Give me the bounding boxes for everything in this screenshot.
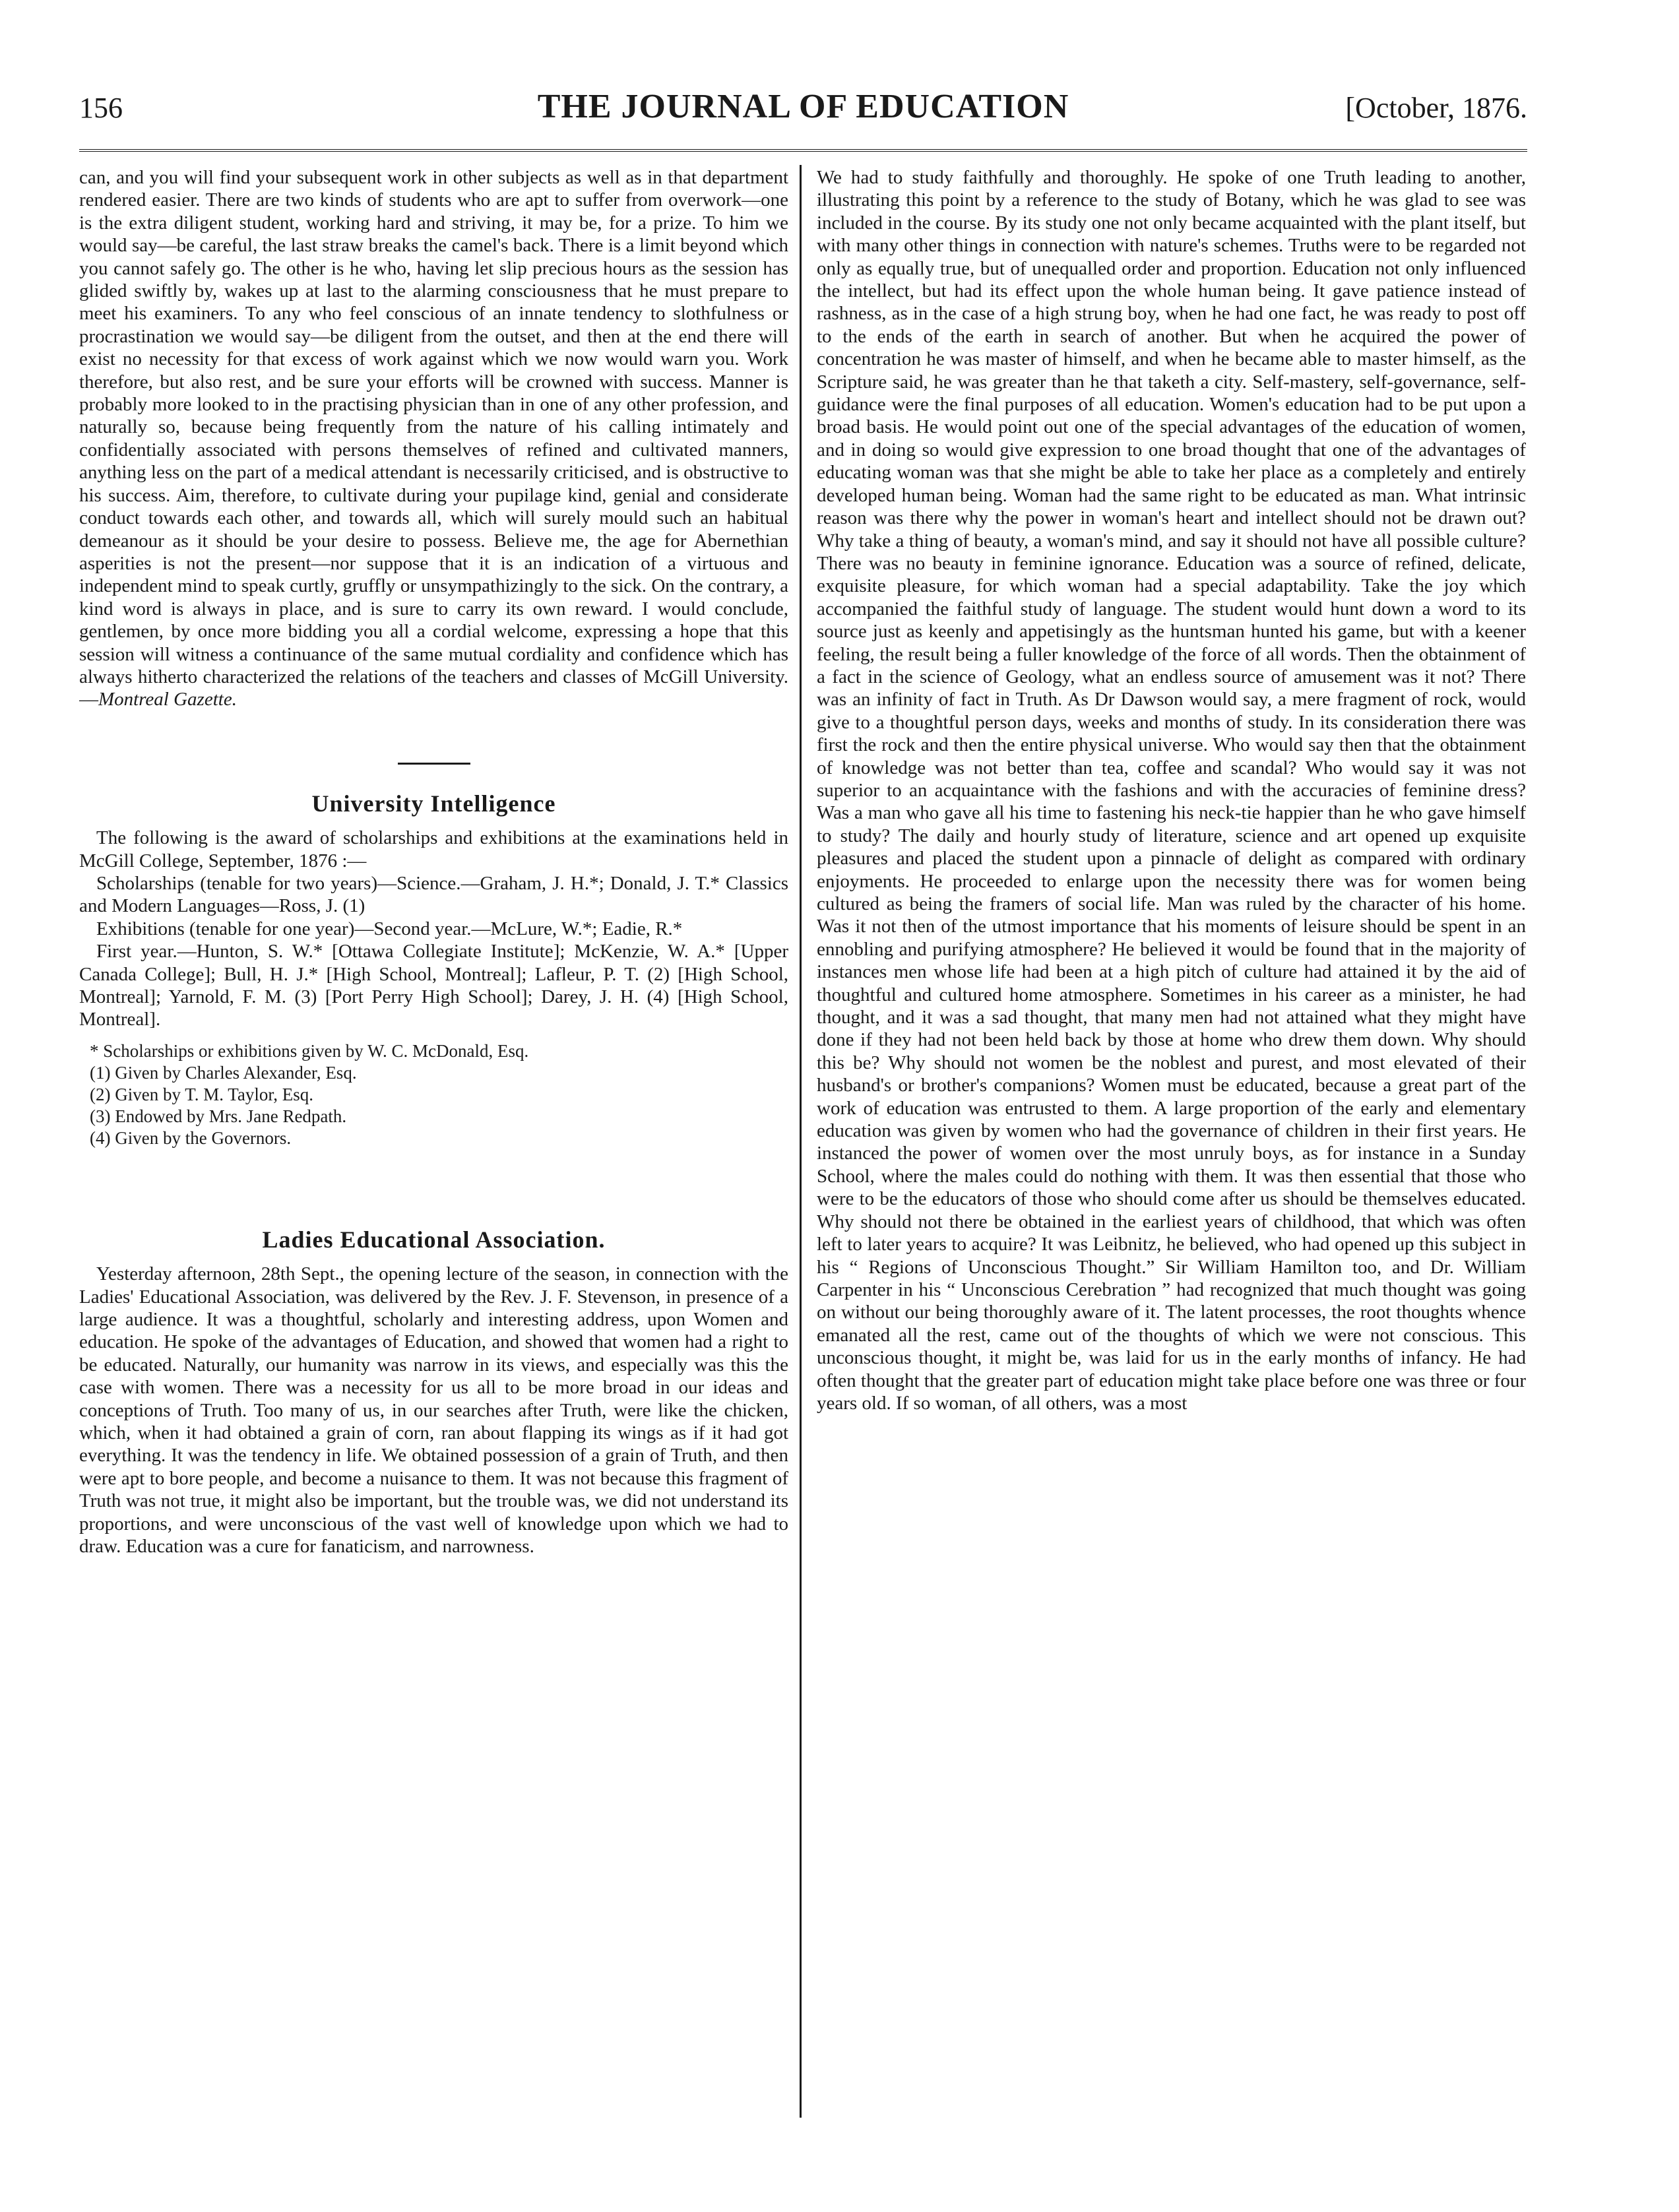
award-footnotes: [79, 1040, 788, 1149]
footnote: (4) Given by the Governors.: [90, 1127, 292, 1148]
header-rule: [79, 149, 1527, 152]
issue-date: [October, 1876.: [1345, 92, 1527, 124]
footnote: (1) Given by Charles Alexander, Esq.: [90, 1062, 357, 1083]
section-heading-ladies-association: Ladies Educational Association.: [262, 1226, 606, 1253]
article-source: Montreal Gazette.: [98, 689, 237, 711]
page-number: 156: [79, 92, 123, 124]
column-divider: [800, 165, 802, 2118]
lecture-continuation: We had to study faithfully and thoroughly. He spoke of one Truth leading to another, illustrating this point by a reference to the study of Botany, which he was glad to see was included in the course. By its study one not only became acquainted with the plant itself, but with many other things in connection with nature's schemes. Truths were to be regarded not only as equally true, but of unequalled order and proportion. Education not only influenced the intellect, but had its effect upon the whole human being. It gave patience instead of rashness, as in the case of a high strung boy, when he had one fact, he was ready to post off to the ends of the earth in search of another. But when he acquired the power of concentration he was master of himself, and when he became able to master himself, as the Scripture said, he was greater than he that taketh a city. Self-mastery, self-governance, self-guidance were the final purposes of all education. Women's education had to be put upon a broad basis. He would point out one of the special advantages of the education of women, and in doing so would give expression to one broad thought that one of the advantages of educating woman was that she might be able to take her place as a completely and entirely developed human being. Woman had the same right to be educated as man. What intrinsic reason was there why the power in woman's heart and intellect should not be drawn out? Why take a thing of beauty, a woman's mind, and say it should not have all possible culture? There was no beauty in feminine ignorance. Education was a source of refined, delicate, exquisite pleasure, for which woman had a special adaptability. Take the joy which accompanied the faithful study of language. The student would hunt down a word to its source just as keenly and appetisingly as the huntsman hunted his game, but with a keener feeling, the result being a fuller knowledge of the force of all words. Then the obtainment of a fact in the science of Geology, what an endless source of amusement was it not? There was an infinity of fact in Truth. As Dr Dawson would say, a mere fragment of rock, would give to a thoughtful person days, weeks and months of study. In its consideration there was first the rock and then the entire physical universe. Who would say then that the obtainment of knowledge was not better than tea, coffee and scandal? Who would say it was not superior to an acquaintance with the fashions and with the accuracies of feminine dress? Was a man who gave all his time to fastening his neck-tie happier than he who gave himself to study? The daily and hourly study of literature, science and art opened up exquisite pleasures and placed the student upon a pinnacle of delight as compared with ordinary enjoyments. He proceeded to enlarge upon the necessity there was for women being cultured as being the framers of social life. Man was ruled by the character of his home. Was it not then of the utmost importance that his moments of leisure should be spent in an ennobling and purifying atmosphere? He believed it would be found that in the majority of instances men whose life had been at a high pitch of culture had attained it by the aid of thoughtful and cultured home atmosphere. Sometimes in his career as a minister, he had thought, and it was a sad thought, that many men had not attained what they might have done if they had not been held back by those at home who drew them down. Why should this be? Why should not women be the noblest and purest, and most elevated of their husband's or brother's companions? Women must be educated, because a great part of the work of education was entrusted to them. A large proportion of the early and elementary education was given by women who had the governance of children in their first years. He instanced the power of women over the most unruly boys, as for instance in a Sunday School, where the males could do nothing with them. It was then essential that those who were to be the educators of those who should come after us should be themselves educated. Why should not there be obtained in the earliest years of childhood, that which was often left to later years to acquire? It was Leibnitz, he believed, who had opened up this subject in his “ Regions of Unconscious Thought.” Sir William Hamilton too, and Dr. William Carpenter in his “ Unconscious Cerebration ” had recognized that much thought was going on without our being thoroughly aware of it. The latent processes, the root thoughts whence emanated all the rest, came out of the thoughts of which we were not conscious. This unconscious thought, it might be, was laid for us in the early months of infancy. He had often thought that the greater part of education might take place before one was three or four years old. If so woman, of all others, was a most: [817, 167, 1526, 1414]
right-column: [817, 166, 1526, 2112]
awards-exhibitions: Exhibitions (tenable for one year)—Second year.—McLure, W.*; Eadie, R.*: [96, 918, 683, 939]
continued-article: [79, 166, 788, 711]
journal-title: THE JOURNAL OF EDUCATION: [537, 88, 1069, 125]
page-header: [79, 88, 1527, 137]
awards-scholarships: Scholarships (tenable for two years)—Science.—Graham, J. H.*; Donald, J. T.* Classics and Modern Languages—Ross, J. (1): [79, 872, 788, 917]
footnote: (2) Given by T. M. Taylor, Esq.: [90, 1084, 313, 1104]
awards-intro: The following is the award of scholarships and exhibitions at the examinations held in McGill College, September, 1876 :—: [79, 827, 788, 871]
left-column: [79, 166, 788, 2112]
footnote: (3) Endowed by Mrs. Jane Redpath.: [90, 1106, 347, 1126]
awards-first-year: First year.—Hunton, S. W.* [Ottawa Collegiate Institute]; McKenzie, W. A.* [Upper Canada College]; Bull, H. J.* [High School, Montreal]; Lafleur, P. T. (2) [High School, Montreal]; Yarnold, F. M. (3) [Port Perry High School]; Darey, J. H. (4) [High School, Montreal].: [79, 941, 788, 1030]
footnote: * Scholarships or exhibitions given by W. C. McDonald, Esq.: [90, 1040, 529, 1061]
continued-article-text: can, and you will find your subsequent work in other subjects as well as in that department rendered easier. There are two kinds of students who are apt to suffer from overwork—one is the extra diligent student, working hard and striving, it may be, for a prize. To him we would say—be careful, the last straw breaks the camel's back. There is a limit beyond which you cannot safely go. The other is he who, having let slip precious hours as the session has glided swiftly by, wakes up at last to the alarming consciousness that he must prepare to meet his examiners. To any who feel conscious of an innate tendency to slothfulness or procrastination we would say—be diligent from the outset, and then at the end there will exist no necessity for that excess of work against which we now would warn you. Work therefore, but also rest, and be sure your efforts will be crowned with success. Manner is probably more looked to in the practising physician than in one of any other profession, and naturally so, because being frequently from the nature of his calling intimately and confidentially associated with persons themselves of refined and cultivated manners, anything less on the part of a medical attendant is necessarily criticised, and is obstructive to his success. Aim, therefore, to cultivate during your pupilage kind, genial and considerate conduct towards each other, and towards all, which will surely mould such an habitual demeanour as it should be your desire to possess. Believe me, the age for Abernethian asperities is not the present—nor suppose that it is an indication of a virtuous and independent mind to speak curtly, gruffly or unsympathizingly to the sick. On the contrary, a kind word is always in place, and is sure to carry its own reward. I would conclude, gentlemen, by once more bidding you all a cordial welcome, expressing a hope that this session will witness a continuance of the same mutual cordiality and confidence which has always hitherto characterized the relations of the teachers and classes of McGill University.—: [79, 167, 788, 711]
section-heading-university-intelligence: University Intelligence: [311, 790, 556, 817]
ladies-association-body: Yesterday afternoon, 28th Sept., the opening lecture of the season, in connection with the Ladies' Educational Association, was delivered by the Rev. J. F. Stevenson, in presence of a large audience. It was a thoughtful, scholarly and interesting address, upon Women and education. He spoke of the advantages of Education, and showed that women had a right to be educated. Naturally, our humanity was narrow in its views, and especially was this the case with women. There was a necessity for us all to be more broad in our ideas and conceptions of Truth. Too many of us, in our searches after Truth, were like the chicken, which, when it had obtained a grain of corn, ran about flapping its wings as if it had got everything. It was the tendency in life. We obtained possession of a grain of Truth, and then were apt to bore people, and become a nuisance to them. It was not because this fragment of Truth was not true, it might also be important, but the trouble was, we did not understand its proportions, and were unconscious of the vast well of knowledge upon which we had to draw. Education was a cure for fanaticism, and narrowness.: [79, 1263, 788, 1558]
